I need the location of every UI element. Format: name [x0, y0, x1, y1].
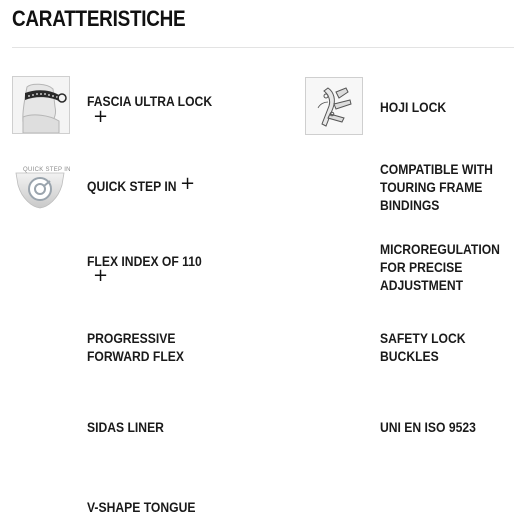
- feature-label-line: BINDINGS: [380, 198, 440, 213]
- feature-label: SIDAS LINER: [87, 420, 164, 435]
- feature-label-line: PROGRESSIVE: [87, 331, 176, 346]
- plus-icon[interactable]: +: [180, 173, 196, 194]
- feature-label: FLEX INDEX OF 110: [87, 254, 202, 269]
- feature-sidas-liner: [87, 419, 173, 437]
- feature-microregulation: [380, 241, 513, 295]
- feature-hoji-lock: [380, 99, 454, 117]
- section-title: CARATTERISTICHE: [12, 6, 186, 31]
- feature-uni-en-iso: [380, 419, 487, 437]
- plus-icon[interactable]: +: [93, 106, 109, 127]
- feature-label-line: TOURING FRAME: [380, 180, 483, 195]
- feature-safety-lock-buckles: [380, 330, 475, 366]
- feature-label-line: ADJUSTMENT: [380, 278, 464, 293]
- feature-touring-frame-compatible: [380, 161, 505, 215]
- feature-quick-step-in: [87, 178, 187, 196]
- feature-label: UNI EN ISO 9523: [380, 420, 476, 435]
- section-divider: [12, 47, 514, 48]
- feature-label-line: FOR PRECISE: [380, 260, 463, 275]
- plus-icon[interactable]: +: [93, 265, 109, 286]
- feature-label: HOJI LOCK: [380, 100, 447, 115]
- feature-label-line: BUCKLES: [380, 349, 439, 364]
- feature-label: QUICK STEP IN: [87, 179, 177, 194]
- feature-label: FASCIA ULTRA LOCK: [87, 94, 213, 109]
- feature-label-line: MICROREGULATION: [380, 242, 500, 257]
- feature-label-line: FORWARD FLEX: [87, 349, 184, 364]
- feature-label-line: SAFETY LOCK: [380, 331, 466, 346]
- quick-step-in-badge-icon: [14, 167, 71, 209]
- badge-text: QUICK STEP IN: [23, 167, 71, 173]
- hoji-lock-mechanism-icon: [305, 77, 363, 135]
- feature-label: V-SHAPE TONGUE: [87, 500, 196, 515]
- ultra-lock-strap-icon: [12, 76, 70, 134]
- feature-label-line: COMPATIBLE WITH: [380, 162, 493, 177]
- feature-progressive-forward-flex: [87, 330, 195, 366]
- feature-v-shape-tongue: [87, 499, 208, 517]
